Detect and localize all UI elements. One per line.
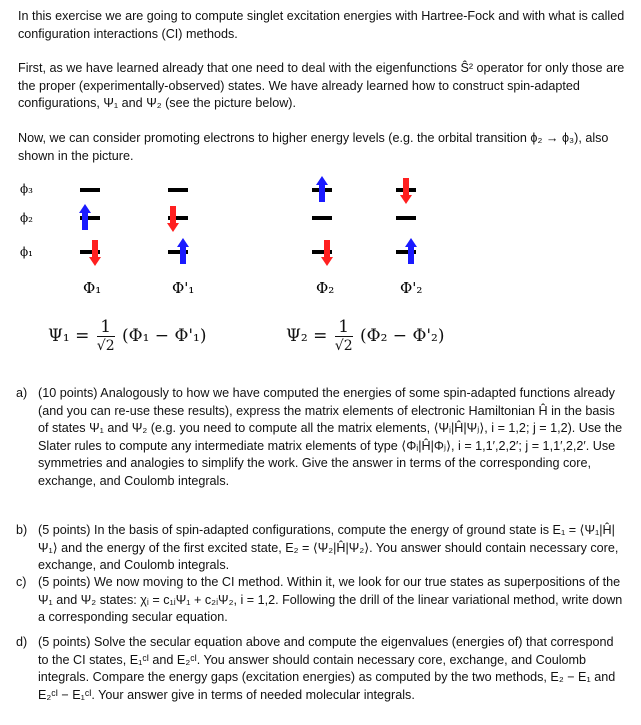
- question-b: [16, 522, 623, 575]
- psi2-fraction: [335, 318, 353, 355]
- orbital-label-phi3: ϕ₃: [20, 182, 33, 196]
- orbital-label-phi2: ϕ₂: [20, 211, 33, 225]
- psi1-lhs: Ψ₁ =: [48, 326, 90, 346]
- question-d-text: (5 points) Solve the secular equation above and compute the eigenvalues (energies of) that correspond to the CI states, E₁ᶜᴵ and E₂ᶜᴵ. You answer should contain necessary core, exchange, and Coulomb integrals. Compare the energy gaps (excitation energies) as computed by the two methods, E₂ − E₁ and E₂ᶜᴵ − E₁ᶜᴵ. Your answer give in terms of needed molecular integrals.: [38, 635, 616, 702]
- question-a-label: a): [16, 386, 28, 400]
- psi2-rhs: (Φ₂ − Φ'₂): [360, 326, 445, 346]
- psi2-denominator: √2: [334, 338, 353, 354]
- question-b-text: (5 points) In the basis of spin-adapted configurations, compute the energy of ground state is E₁ = ⟨Ψ₁|Ĥ|Ψ₁⟩ and the energy of the first excited state, E₂ = ⟨Ψ₂|Ĥ|Ψ₂⟩. You answer should contain necessary core, exchange, and Coulomb integrals.: [38, 523, 619, 572]
- intro-paragraph-2: First, as we have learned already that one need to deal with the eigenfunctions Ŝ² operator for only those are the proper (experimentally-observed) states. We have already learned how to construct spin-adapted configurations, Ψ₁ and Ψ₂ (see the picture below).: [18, 61, 625, 110]
- electron-arrows: [79, 176, 417, 266]
- psi1-numerator: 1: [97, 318, 115, 337]
- level-phi2-prime-1: [396, 216, 416, 220]
- config-label-phi1: Φ₁: [83, 279, 102, 297]
- level-phi2-1: [312, 216, 332, 220]
- orbital-diagram: [0, 164, 641, 304]
- question-c-label: c): [16, 575, 27, 589]
- question-b-label: b): [16, 523, 28, 537]
- psi1-rhs: (Φ₁ − Φ'₁): [122, 326, 207, 346]
- config-label-phi1-prime: Φ'₁: [172, 279, 195, 297]
- psi2-lhs: Ψ₂ =: [286, 326, 328, 346]
- level-phi1-prime-0: [168, 188, 188, 192]
- question-d-label: d): [16, 635, 28, 649]
- level-phi1-0: [80, 188, 100, 192]
- config-label-phi2-prime: Φ'₂: [400, 279, 423, 297]
- question-c: [16, 574, 623, 627]
- question-c-text: (5 points) We now moving to the CI method. Within it, we look for our true states as superpositions of the Ψ₁ and Ψ₂ states: χᵢ = c₁ᵢΨ₁ + c₂ᵢΨ₂, i = 1,2. Following the drill of the linear variational method, write down a corresponding secular equation.: [38, 575, 623, 624]
- intro-paragraph-3: Now, we can consider promoting electrons to higher energy levels (e.g. the orbital transition ϕ₂ → ϕ₃), also shown in the picture.: [18, 131, 609, 163]
- psi2-numerator: 1: [335, 318, 353, 337]
- orbital-label-phi1: ϕ₁: [20, 245, 33, 259]
- psi1-formula: [48, 318, 207, 355]
- question-a: [16, 385, 623, 490]
- question-a-text: (10 points) Analogously to how we have computed the energies of some spin-adapted functions already (and you can re-use these results), express the matrix elements of electronic Hamiltonian Ĥ in the basis of states Ψ₁ and Ψ₂ (e.g. you need to compute all the matrix elements, ⟨Ψᵢ|Ĥ|Ψⱼ⟩, i = 1,2; j = 1,2). Use the Slater rules to compute any intermediate matrix elements of type ⟨Φᵢ|Ĥ|Φⱼ⟩, i = 1,1′,2,2′; j = 1,1′,2,2′. Use symmetries and analogies to simplify the work. Give the answer in terms of the corresponding core, exchange, and Coulomb integrals.: [38, 386, 623, 488]
- psi2-formula: [286, 318, 445, 355]
- energy-levels: [80, 188, 416, 254]
- intro-paragraph-1: In this exercise we are going to compute singlet excitation energies with Hartree-Fock and with what is called configuration interactions (CI) methods.: [18, 9, 625, 41]
- question-d: [16, 634, 623, 704]
- psi1-fraction: [97, 318, 115, 355]
- psi1-denominator: √2: [96, 338, 115, 354]
- config-label-phi2: Φ₂: [316, 279, 335, 297]
